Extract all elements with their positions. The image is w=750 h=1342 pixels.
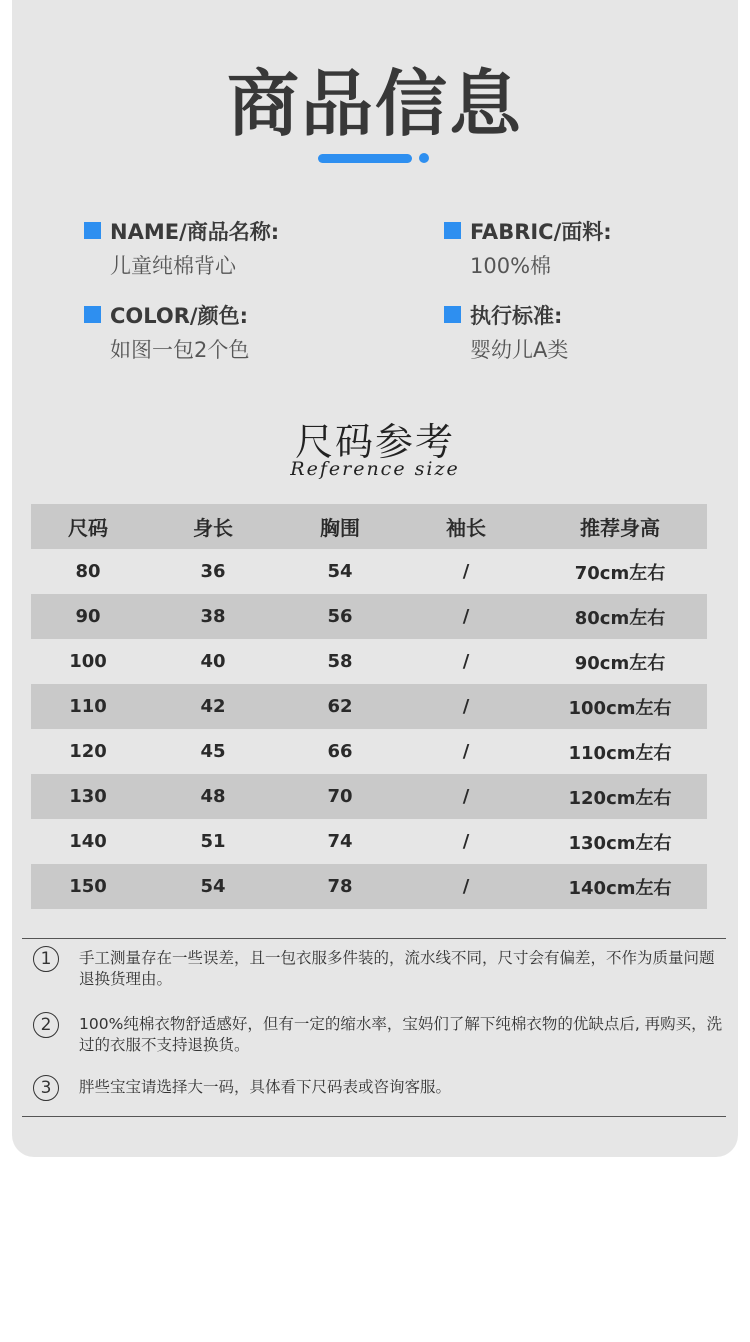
cell-recommended-height: 70cm左右 [574,562,666,584]
header-recommended-height: 推荐身高 [580,516,660,540]
info-name-label: NAME/商品名称: [110,220,280,244]
notes-divider-top [22,938,726,939]
table-row [31,549,707,594]
cell-recommended-height: 100cm左右 [568,697,672,719]
info-fabric-value: 100%棉 [470,254,552,278]
cell-size: 140 [69,831,107,852]
info-color-value: 如图一包2个色 [110,338,250,362]
bullet-square-icon [84,306,101,323]
header-size: 尺码 [68,516,108,540]
cell-chest: 54 [327,561,353,582]
cell-chest: 62 [327,696,353,717]
info-name-value: 儿童纯棉背心 [110,254,236,278]
cell-sleeve: / [462,831,470,852]
cell-sleeve: / [462,696,470,717]
info-standard-label: 执行标准: [470,304,563,328]
title-underline [318,154,412,163]
cell-body-length: 45 [200,741,226,762]
bullet-square-icon [444,306,461,323]
cell-size: 120 [69,741,107,762]
cell-sleeve: / [462,741,470,762]
cell-recommended-height: 140cm左右 [568,877,672,899]
cell-sleeve: / [462,786,470,807]
info-color-label: COLOR/颜色: [110,304,248,328]
table-row [31,774,707,819]
notes-divider-bottom [22,1116,726,1117]
cell-body-length: 54 [200,876,226,897]
header-body-length: 身长 [193,516,233,540]
table-row [31,684,707,729]
cell-chest: 58 [327,651,353,672]
note-item [33,1071,723,1101]
table-row [31,729,707,774]
cell-sleeve: / [462,876,470,897]
cell-sleeve: / [462,561,470,582]
circled-number-icon: 3 [33,1075,59,1101]
cell-body-length: 48 [200,786,226,807]
table-row [31,819,707,864]
size-section-subtitle: Reference size [290,458,460,480]
table-header-row [31,504,707,549]
cell-body-length: 36 [200,561,226,582]
size-section-title: 尺码参考 [294,420,455,464]
cell-sleeve: / [462,606,470,627]
cell-chest: 78 [327,876,353,897]
note-text: 100%纯棉衣物舒适感好，但有一定的缩水率，宝妈们了解下纯棉衣物的优缺点后, 再购买，洗过的衣服不支持退换货。 [79,1015,723,1054]
circled-number-icon: 1 [33,946,59,972]
note-text: 手工测量存在一些误差，且一包衣服多件装的，流水线不同，尺寸会有偏差，不作为质量问题退换货理由。 [79,949,715,988]
cell-chest: 56 [327,606,353,627]
cell-size: 90 [75,606,101,627]
header-sleeve: 袖长 [446,516,486,540]
info-standard-value: 婴幼儿A类 [470,338,569,362]
cell-sleeve: / [462,651,470,672]
cell-recommended-height: 130cm左右 [568,832,672,854]
cell-recommended-height: 110cm左右 [568,742,672,764]
circled-number-icon: 2 [33,1012,59,1038]
cell-size: 110 [69,696,107,717]
cell-body-length: 38 [200,606,226,627]
cell-size: 130 [69,786,107,807]
cell-size: 80 [75,561,101,582]
size-table [31,504,707,909]
cell-size: 150 [69,876,107,897]
cell-chest: 70 [327,786,353,807]
cell-body-length: 40 [200,651,226,672]
table-row [31,639,707,684]
note-item [33,942,723,992]
info-fabric-label: FABRIC/面料: [470,220,612,244]
header-chest: 胸围 [320,516,360,540]
title-underline-dot [419,153,429,163]
page-title: 商品信息 [226,62,523,146]
cell-chest: 66 [327,741,353,762]
cell-body-length: 51 [200,831,226,852]
note-text: 胖些宝宝请选择大一码，具体看下尺码表或咨询客服。 [79,1078,452,1096]
table-row [31,594,707,639]
bullet-square-icon [84,222,101,239]
cell-size: 100 [69,651,107,672]
cell-recommended-height: 120cm左右 [568,787,672,809]
cell-chest: 74 [327,831,353,852]
cell-body-length: 42 [200,696,226,717]
cell-recommended-height: 80cm左右 [574,607,666,629]
note-item [33,1008,723,1058]
bullet-square-icon [444,222,461,239]
cell-recommended-height: 90cm左右 [574,652,666,674]
table-row [31,864,707,909]
